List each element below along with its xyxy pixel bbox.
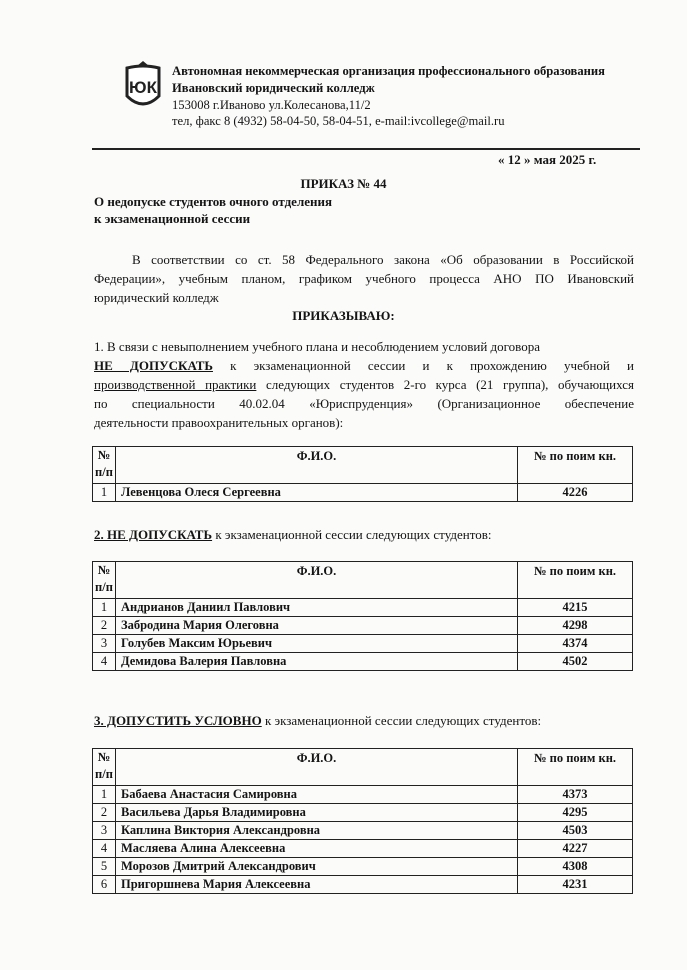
table-row: [93, 804, 633, 822]
college-name: Ивановский юридический колледж: [172, 81, 375, 95]
section-2-text: [94, 525, 634, 544]
section-2-rest: к экзаменационной сессии следующих студентов:: [212, 527, 492, 542]
row-number: 1: [93, 599, 116, 617]
table-row: [93, 617, 633, 635]
college-logo: [122, 60, 164, 112]
section-1-line-1: 1. В связи с невыполнением учебного плана и несоблюдением условий договора: [94, 339, 540, 354]
header-name: Ф.И.О.: [116, 749, 518, 786]
subject-line-2: к экзаменационной сессии: [94, 211, 251, 226]
row-number: 5: [93, 858, 116, 876]
org-name: Автономная некоммерческая организация профессионального образования: [172, 64, 605, 78]
students-table-1: [92, 446, 633, 502]
table-row: [93, 858, 633, 876]
table-header-row: [93, 749, 633, 786]
header-name: Ф.И.О.: [116, 447, 518, 484]
table-row: [93, 822, 633, 840]
row-number: 4: [93, 653, 116, 671]
record-book-number: 4502: [518, 653, 633, 671]
table-3-body: [93, 786, 633, 894]
student-name: Масляева Алина Алексеевна: [116, 840, 518, 858]
not-admit-label: НЕ ДОПУСКАТЬ: [94, 358, 213, 373]
student-name: Каплина Виктория Александровна: [116, 822, 518, 840]
section-1-line-4: по специальности 40.02.04 «Юриспруденция» (Организационное обеспечение: [94, 396, 634, 411]
student-name: Андрианов Даниил Павлович: [116, 599, 518, 617]
record-book-number: 4231: [518, 876, 633, 894]
header-book: № по поим кн.: [518, 562, 633, 599]
svg-text:ЮК: ЮК: [129, 78, 157, 97]
contacts: тел, факс 8 (4932) 58-04-50, 58-04-51, e-mail:ivcollege@mail.ru: [172, 114, 505, 128]
student-name: Морозов Дмитрий Александрович: [116, 858, 518, 876]
table-row: [93, 876, 633, 894]
table-header-row: [93, 562, 633, 599]
student-name: Бабаева Анастасия Самировна: [116, 786, 518, 804]
header-divider: [92, 148, 640, 150]
students-table-2: [92, 561, 633, 671]
student-name: Демидова Валерия Павловна: [116, 653, 518, 671]
order-subject: [94, 193, 332, 227]
subject-line-1: О недопуске студентов очного отделения: [94, 194, 333, 209]
section-1-line-2-rest: к экзаменационной сессии и к прохождению учебной и: [212, 358, 634, 373]
order-title: ПРИКАЗ № 44: [300, 176, 387, 191]
record-book-number: 4227: [518, 840, 633, 858]
header-num: № п/п: [93, 749, 116, 786]
section-3-lead: 3. ДОПУСТИТЬ УСЛОВНО: [94, 713, 262, 728]
section-3-text: [94, 711, 634, 730]
record-book-number: 4215: [518, 599, 633, 617]
table-header-row: [93, 447, 633, 484]
row-number: 4: [93, 840, 116, 858]
student-name: Левенцова Олеся Сергеевна: [116, 484, 518, 502]
record-book-number: 4373: [518, 786, 633, 804]
row-number: 1: [93, 484, 116, 502]
header-name: Ф.И.О.: [116, 562, 518, 599]
section-1-line-3: [94, 375, 634, 394]
row-number: 2: [93, 804, 116, 822]
row-number: 3: [93, 822, 116, 840]
preamble-line-3: юридический колледж: [94, 290, 219, 305]
table-row: [93, 653, 633, 671]
header-num: № п/п: [93, 562, 116, 599]
student-name: Забродина Мария Олеговна: [116, 617, 518, 635]
table-row: [93, 635, 633, 653]
order-date: « 12 » мая 2025 г.: [498, 152, 597, 167]
row-number: 6: [93, 876, 116, 894]
student-name: Васильева Дарья Владимировна: [116, 804, 518, 822]
preamble-line-2: Федерации», учебным планом, графиком учебного процесса АНО ПО Ивановский: [94, 271, 634, 286]
record-book-number: 4295: [518, 804, 633, 822]
section-2-lead: 2. НЕ ДОПУСКАТЬ: [94, 527, 213, 542]
section-1-line-3-rest: следующих студентов 2-го курса (21 группа), обучающихся: [256, 377, 634, 392]
table-row: [93, 840, 633, 858]
preamble: [94, 250, 634, 307]
record-book-number: 4298: [518, 617, 633, 635]
student-name: Голубев Максим Юрьевич: [116, 635, 518, 653]
section-1-line-2: [94, 356, 634, 375]
table-1-body: [93, 484, 633, 502]
row-number: 3: [93, 635, 116, 653]
record-book-number: 4374: [518, 635, 633, 653]
students-table-3: [92, 748, 633, 894]
table-row: [93, 786, 633, 804]
practice-label: производственной практики: [94, 377, 257, 392]
header-num: № п/п: [93, 447, 116, 484]
preamble-line-1: В соответствии со ст. 58 Федерального закона «Об образовании в Российской: [132, 252, 634, 267]
record-book-number: 4308: [518, 858, 633, 876]
table-row: [93, 599, 633, 617]
record-book-number: 4503: [518, 822, 633, 840]
section-1-text: [94, 337, 634, 432]
header-book: № по поим кн.: [518, 749, 633, 786]
record-book-number: 4226: [518, 484, 633, 502]
row-number: 2: [93, 617, 116, 635]
row-number: 1: [93, 786, 116, 804]
student-name: Пригоршнева Мария Алексеевна: [116, 876, 518, 894]
section-3-rest: к экзаменационной сессии следующих студентов:: [261, 713, 542, 728]
table-2-body: [93, 599, 633, 671]
address: 153008 г.Иваново ул.Колесанова,11/2: [172, 98, 371, 112]
order-word: ПРИКАЗЫВАЮ:: [292, 308, 395, 323]
section-1-line-5: деятельности правоохранительных органов):: [94, 415, 344, 430]
table-row: [93, 484, 633, 502]
header-book: № по поим кн.: [518, 447, 633, 484]
